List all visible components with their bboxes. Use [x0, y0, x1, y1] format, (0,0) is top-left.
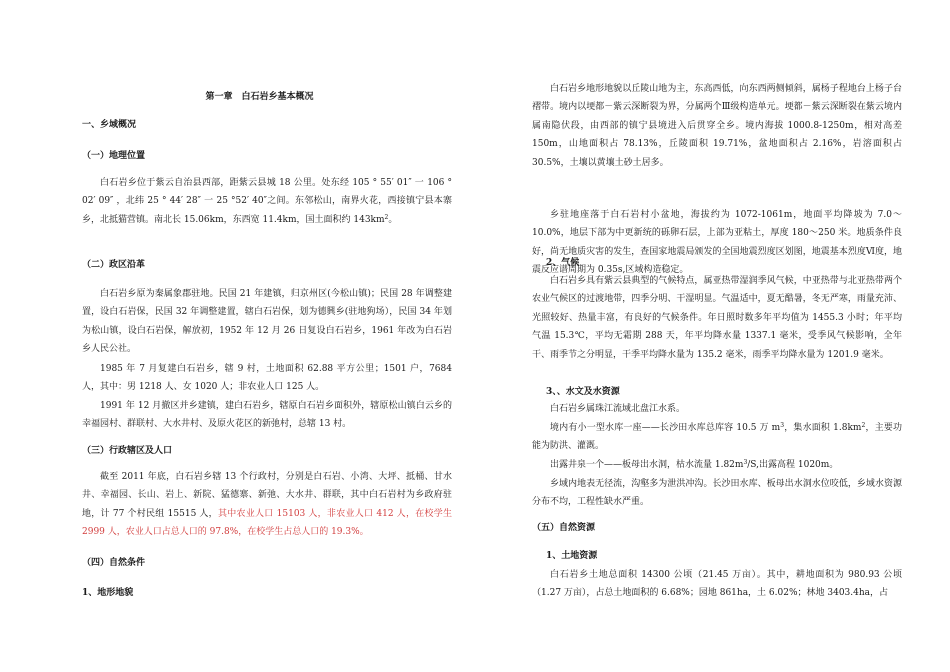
heading-climate: 2、气候 — [546, 258, 580, 268]
highlighted-population-stats: 其中农业人口 15103 人，非农业人口 412 人，在校学生 2999 人，农业人口占总人口的 97.8%，在校学生占总人口的 19.3%。 — [82, 508, 452, 538]
heading-hydrology: 3、、水文及水资源 — [546, 387, 620, 397]
paragraph-1985: 1985 年 7 月复建白石岩乡，辖 9 村，土地面积 62.88 平方公里；1501 户，7684 人，其中：男 1218 人、女 1020 人；非农业人口 125 人。 — [82, 364, 452, 393]
paragraph-climate: 白石岩乡具有紫云县典型的气候特点，属亚热带湿润季风气候，中亚热带与北亚热带两个农业气候区的过渡地带，四季分明、干湿明显。气温适中，夏无酷暑，冬无严寒，雨量充沛、光照较好、热量丰富，有良好的气候条件。年日照时数多年平均值为 1455.3 小时；年平均气温 15.3℃，平均无霜期 288 天，年平均降水量 1337.1 毫米，受季风气候影响，全年干、雨季节之分明显，干季平均降水量为 135.2 毫米，雨季平均降水量为 1201.9 毫米。 — [532, 276, 902, 360]
heading-terrain: 1、地形地貌 — [82, 588, 134, 598]
paragraph-water-system: 白石岩乡属珠江流域北盘江水系。 — [550, 404, 686, 414]
paragraph-reservoir: 境内有小一型水库一座——长沙田水库总库容 10.5 万 $m^3$，集水面积 $1.8km^2$，主要功能为防洪、灌溉。 — [532, 422, 902, 452]
heading-administrative-history: （二）政区沿革 — [82, 260, 146, 270]
paragraph-1991: 1991 年 12 月撤区并乡建镇，建白石岩乡，辖原白石岩乡面积外，辖原松山镇白云乡的幸福园村、群联村、大水井村、及原火花区的新弛村，总辖 13 村。 — [82, 401, 452, 430]
paragraph-water-shortage: 乡域内地表无径流，沟壑多为泄洪冲沟。长沙田水库、板母出水洞水位咬低，乡域水资源分布不均，工程性缺水严重。 — [532, 479, 902, 508]
heading-natural-resources: （五）自然资源 — [532, 523, 596, 533]
heading-population: （三）行政辖区及人口 — [82, 446, 173, 456]
paragraph-population: 截至 2011 年底，白石岩乡辖 13 个行政村，分别是白石岩、小湾、大坪、抵桶、甘水井、幸福园、长山、岩上、新院、猛德寨、新弛、大水井、群联，其中白石岩村为乡政府驻地，计 77 个村民组 15515 人，其中农业人口 15103 人，非农业人口 412 人，在校学生 2999 人，农业人口占总人口的 97.8%，在校学生占总人口的 19.3%。 — [82, 472, 452, 538]
heading-township-overview: 一、乡域概况 — [82, 120, 137, 130]
paragraph-history: 白石岩乡原为秦属象郡驻地。民国 21 年建镇，归京州区(今松山镇)；民国 28 年调整建置，设白石岩保，民国 32 年调整建置，辖白石岩保，划为德興乡(驻地狗场），民国 34 年划为松山镇，设白石岩保，解放初，1952 年 12 月 26 日复设白石岩乡，1961 年改为白石岩乡人民公社。 — [82, 289, 452, 355]
paragraph-geology: 乡驻地座落于白石岩村小盆地，海拔约为 1072-1061m，地面平均降坡为 7.0～10.0%，地层下部为中更新统的砾卵石层，上部为亚粘土，厚度 180～250 米。地质条件良好，尚无地质灾害的发生，查国家地震局颁发的全国地震烈度区划图，地震基本烈度Ⅵ度，地震反应谱周期为 0.35s,区域构造稳定。 — [532, 210, 902, 276]
heading-location: （一）地理位置 — [82, 151, 146, 161]
heading-natural-conditions: （四）自然条件 — [82, 558, 146, 568]
paragraph-location: 白石岩乡位于紫云自治县西部，距紫云县城 18 公里。处东经 105 ° 55′ 01″ 一 106 ° 02′ 09″ ，北纬 25 ° 44′ 28″ 一 25 °52′ 40″之间。东邻松山，南界火花，西接镇宁县本寨乡，北抵猫营镇。南北长 15.06km，东西宽 11.4km，国土面积约 $143km^2$。 — [82, 178, 452, 225]
paragraph-spring: 出露井泉一个——板母出水洞，枯水流量 $1.82m^3/S$,出露高程 1020m。 — [550, 459, 839, 470]
chapter-title: 第一章 白石岩乡基本概况 — [205, 92, 314, 102]
paragraph-land: 白石岩乡土地总面积 14300 公顷（21.45 万亩）。其中，耕地面积为 980.93 公顷（1.27 万亩），占总土地面积的 6.68%；园地 861ha，土 6.02%；林地 3403.4ha，占 — [532, 570, 902, 599]
heading-land-resources: 1、土地资源 — [546, 551, 598, 561]
paragraph-terrain: 白石岩乡地形地貌以丘陵山地为主，东高西低，向东西两侧倾斜，属杨子程地台上杨子台褶带。境内以埂都－紫云深断裂为界，分属两个Ⅲ级构造单元。埂都－紫云深断裂在紫云境内属南隐伏段，由西部的镇宁县境进入后贯穿全乡。境内海拔 1000.8-1250m，相对高差 150m，山地面积占 78.13%，丘陵面积 19.71%，盆地面积占 2.16%，岩溶面积占 30.5%，土壤以黄壤土砂土居多。 — [532, 84, 902, 168]
